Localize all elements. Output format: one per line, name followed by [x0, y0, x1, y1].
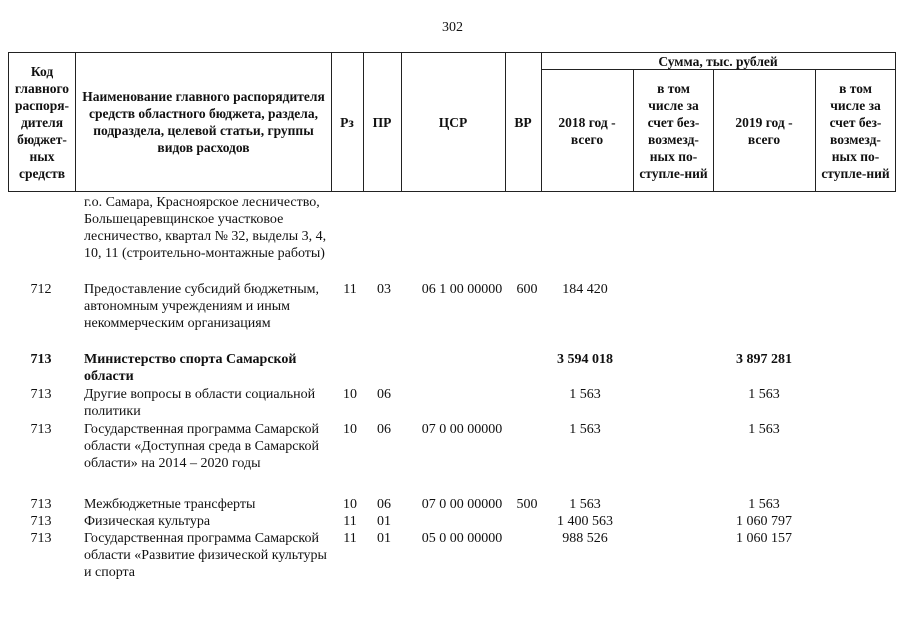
header-2018-total: 2018 год - всего	[558, 114, 616, 147]
row-rz: 11	[343, 531, 357, 546]
row-sum-2019: 1 060 157	[736, 531, 792, 546]
row-rz: 10	[343, 387, 357, 402]
row-vr: 500	[516, 497, 538, 512]
row-code: 713	[30, 422, 52, 437]
row-code: 713	[30, 497, 52, 512]
row-csr: 06 1 00 00000	[421, 282, 503, 297]
row-code: 712	[30, 282, 52, 297]
row-code: 713	[30, 514, 52, 529]
header-rz: Рз	[340, 114, 354, 130]
row-name: Другие вопросы в области социальной политики	[84, 387, 316, 419]
header-pr: ПР	[372, 114, 392, 130]
row-pr: 01	[377, 531, 391, 546]
row-rz: 11	[343, 282, 357, 297]
row-sum-2018: 184 420	[562, 282, 608, 297]
row-name: Предоставление субсидий бюджетным, автономным учреждениям и иным некоммерческим организациям	[84, 282, 320, 331]
row-rz: 10	[343, 422, 357, 437]
row-pr: 01	[377, 514, 391, 529]
row-pr: 06	[377, 497, 391, 512]
row-pr: 03	[377, 282, 391, 297]
row-rz: 11	[343, 514, 357, 529]
row-name: Межбюджетные трансферты	[84, 497, 256, 512]
row-rz: 10	[343, 497, 357, 512]
header-sum: Сумма, тыс. рублей	[658, 53, 778, 69]
header-2019-free: в том числе за счет без-возмезд-ных по-ступле-ний	[821, 80, 890, 181]
page-number: 302	[442, 20, 463, 35]
header-code: Код главного распоря-дителя бюджет-ных средств	[14, 63, 70, 181]
header-2018-free: в том числе за счет без-возмезд-ных по-ступле-ний	[639, 80, 708, 181]
row-code: 713	[30, 387, 52, 402]
row-sum-2018: 3 594 018	[557, 352, 613, 367]
row-sum-2019: 1 563	[748, 422, 780, 437]
row-sum-2019: 1 563	[748, 497, 780, 512]
row-sum-2018: 1 563	[569, 387, 601, 402]
row-name: Государственная программа Самарской области «Доступная среда в Самарской области» на 2014 – 2020 годы	[84, 422, 320, 471]
row-csr: 07 0 00 00000	[421, 422, 503, 437]
header-name: Наименование главного распорядителя средств областного бюджета, раздела, подраздела, целевой статьи, группы видов расходов	[82, 89, 325, 155]
row-csr: 05 0 00 00000	[421, 531, 503, 546]
row-code: 713	[30, 531, 52, 546]
row-name: Министерство спорта Самарской области	[84, 352, 297, 384]
row-name: Государственная программа Самарской области «Развитие физической культуры и спорта	[84, 531, 327, 580]
row-code: 713	[30, 352, 52, 367]
row-pr: 06	[377, 422, 391, 437]
row-sum-2019: 1 563	[748, 387, 780, 402]
row-csr: 07 0 00 00000	[421, 497, 503, 512]
header-csr: ЦСР	[438, 114, 468, 130]
row-sum-2018: 1 563	[569, 422, 601, 437]
table-header	[8, 52, 896, 192]
row-sum-2018: 1 400 563	[557, 514, 613, 529]
row-name: г.о. Самара, Красноярское лесничество, Большецаревщинское участковое лесничество, квартал № 32, выделы 3, 4, 10, 11 (строительно-монтажные работы)	[84, 195, 327, 261]
row-pr: 06	[377, 387, 391, 402]
row-sum-2018: 1 563	[569, 497, 601, 512]
row-sum-2019: 1 060 797	[736, 514, 792, 529]
row-sum-2019: 3 897 281	[736, 352, 792, 367]
header-2019-total: 2019 год - всего	[735, 114, 793, 147]
row-name: Физическая культура	[84, 514, 211, 529]
header-vr: ВР	[514, 114, 532, 130]
row-vr: 600	[516, 282, 538, 297]
row-sum-2018: 988 526	[562, 531, 608, 546]
